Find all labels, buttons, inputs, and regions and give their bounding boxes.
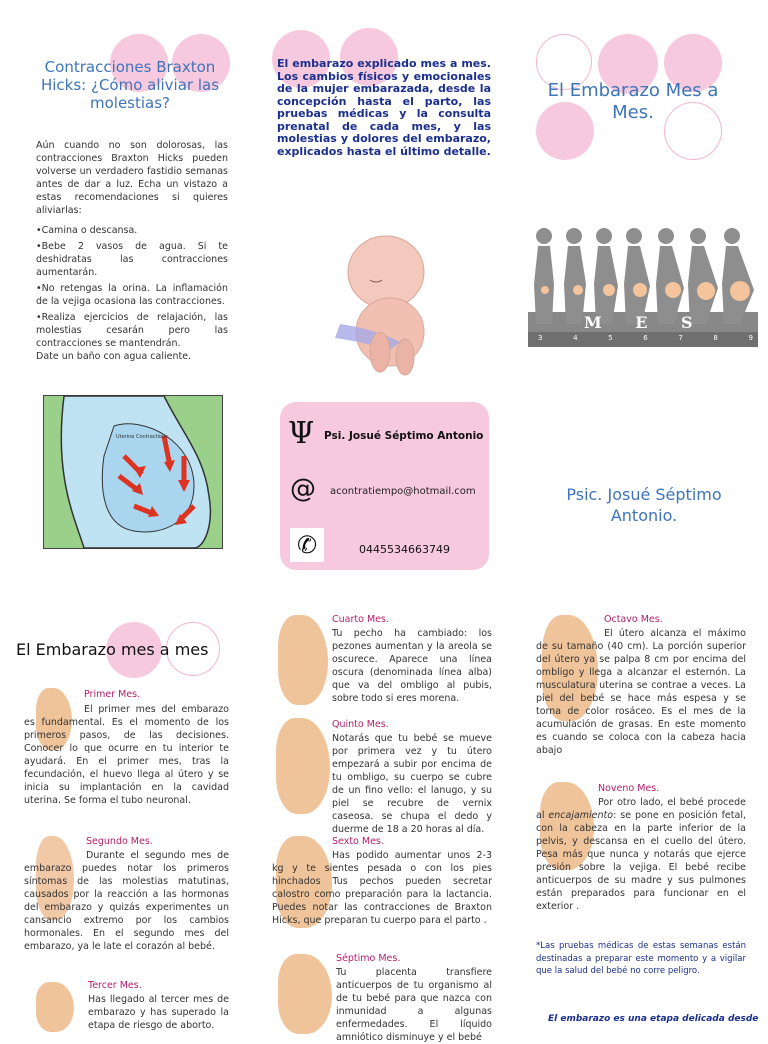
month-4-text: Tu pecho ha cambiado: los pezones aumentan y la areola se oscurece. Aparece una línea oscura (denominada línea alba) que va del ombligo al pubis, sobre todo si eres morena. — [332, 628, 492, 704]
psi-icon: Ψ — [288, 416, 315, 451]
belly-image-5 — [276, 718, 330, 814]
mes-label: M E S — [584, 313, 707, 332]
tips-list — [36, 224, 228, 363]
month-number: 5 — [608, 334, 613, 342]
month-number: 6 — [643, 334, 648, 342]
month-9-text-a: Por otro lado, el bebé procede al — [536, 797, 746, 821]
month-number: 7 — [678, 334, 683, 342]
belly-image-3 — [36, 982, 74, 1032]
uterus-illustration — [43, 395, 223, 549]
month-number: 3 — [538, 334, 543, 342]
closing-text: El embarazo es una etapa delicada desde — [548, 1014, 759, 1024]
month-3-text: Has llegado al tercer mes de embarazo y has superado la etapa de riesgo de aborto. — [88, 994, 229, 1031]
month-1-title: Primer Mes. — [84, 689, 141, 700]
uterus-label: Uterine Contractions — [116, 434, 168, 440]
month-9-text-b: : se pone en posición fetal, con la cabeza en la parte inferior de la pelvis, y descansa en el cuello del útero. Pesa más que nunca y notarás que ejerce presión sobre la vejiga. El bebé recibe anticuerpos de su madre y sus pulmones están preparados para funcionar en el exterior . — [536, 810, 746, 912]
at-icon: @ — [290, 474, 316, 504]
baby-illustration — [330, 232, 440, 380]
month-9-text-em: encajamiento — [548, 810, 614, 821]
month-4-title: Cuarto Mes. — [332, 614, 389, 625]
month-6-text: Has podido aumentar unos 2-3 kg y te sientes pesada o con los pies hinchados Tus pechos pueden secretar calostro como preparación para la lactancia. Puedes notar las contracciones de Braxton Hicks, que preparan tu cuerpo para el parto . — [272, 850, 492, 926]
month-9-title: Noveno Mes. — [598, 783, 660, 794]
intro-paragraph: El embarazo explicado mes a mes. Los cambios físicos y emocionales de la mujer embarazada, desde la concepción hasta el parto, las pruebas médicas y la consulta prenatal de cada mes, y las molestias y dolores del embarazo, explicados hasta el último detalle. — [277, 57, 491, 158]
contact-card — [280, 402, 489, 570]
braxton-intro: Aún cuando no son dolorosas, las contracciones Braxton Hicks pueden volverse un verdadero fastidio semanas antes de dar a luz. Echa un vistazo a estas recomendaciones si quieres aliviarlas: — [36, 140, 228, 216]
tip-item: Date un baño con agua caliente. — [36, 351, 192, 362]
braxton-title: Contracciones Braxton Hicks: ¿Cómo aliviar las molestias? — [40, 58, 220, 112]
month-2-title: Segundo Mes. — [86, 836, 153, 847]
belly-image-7 — [278, 954, 332, 1034]
tip-item: •Realiza ejercicios de relajación, las molestias cesarán pero las contracciones se mantendrán. — [36, 312, 228, 349]
tip-item: •No retengas la orina. La inflamación de la vejiga ocasiona las contracciones. — [36, 283, 228, 307]
contact-phone: 0445534663749 — [359, 543, 450, 556]
month-5-title: Quinto Mes. — [332, 719, 389, 730]
author-name: Psic. Josué Séptimo Antonio. — [566, 485, 722, 525]
contact-email[interactable]: acontratiempo@hotmail.com — [330, 486, 476, 497]
medical-note: *Las pruebas médicas de estas semanas están destinadas a preparar este momento y a vigilar que la salud del bebé no corre peligro. — [536, 941, 746, 976]
month-number: 9 — [748, 334, 753, 342]
pregnancy-silhouettes — [528, 224, 758, 347]
month-1-text: El primer mes del embarazo es fundamental. Es el momento de los primeros pasos, de las decisiones. Conocer lo que ocurre en tu interior te ayudará. En el primer mes, tras la fecundación, el huevo llega al útero y se inicia su implantación en la cavidad uterina. Se forma el tubo neuronal. — [24, 704, 229, 806]
month-7-text: Tu placenta transfiere anticuerpos de tu organismo al de tu bebé para que nazca con inmunidad a algunas enfermedades. El líquido amniótico disminuye y el bebé — [336, 967, 492, 1043]
month-9-text — [536, 796, 746, 913]
month-number: 4 — [573, 334, 578, 342]
month-8-title: Octavo Mes. — [604, 614, 663, 625]
tip-item: •Bebe 2 vasos de agua. Si te deshidratas las contracciones aumentarán. — [36, 241, 228, 278]
month-7-title: Séptimo Mes. — [336, 953, 401, 964]
tip-item: •Camina o descansa. — [36, 225, 138, 236]
section-heading: El Embarazo mes a mes — [16, 640, 209, 659]
month-5-text: Notarás que tu bebé se mueve por primera vez y tu útero empezará a subir por encima de tu ombligo, su cuerpo se cubre de un fino vello: el lanugo, y su piel se recubre de vernix caseosa. se chupa el dedo y duerme de 18 a 20 horas al día. — [332, 733, 492, 835]
phone-glyph: ✆ — [296, 531, 318, 559]
month-number-row — [538, 334, 753, 342]
month-2-text: Durante el segundo mes de embarazo puedes notar los primeros síntomas de las molestias matutinas, causados por la reacción a las hormonas del embarazo y quizás experimentes un cansancio extremo por los cambios hormonales. En el segundo mes del embarazo, ya le late el corazón al bebé. — [24, 850, 229, 952]
month-8-text: El útero alcanza el máximo de su tamaño (40 cm). La porción superior del útero ya se palpa 8 cm por encima del ombligo y llega a alcanzar el esternón. La musculatura uterina se contrae a veces. La piel del bebé se hace más espesa y se torna de color rosáceo. Es el mes de la acumulación de grasas. En este momento es cuando se coloca con la cabeza hacia abajo — [536, 628, 746, 756]
uterus-drawing — [44, 396, 222, 548]
phone-icon — [290, 528, 324, 562]
month-3-title: Tercer Mes. — [88, 980, 142, 991]
month-6-title: Sexto Mes. — [332, 836, 384, 847]
brochure-title: El Embarazo Mes a Mes. — [547, 80, 719, 123]
belly-image-4 — [278, 615, 328, 705]
month-number: 8 — [713, 334, 718, 342]
contact-name: Psi. Josué Séptimo Antonio — [324, 430, 484, 442]
